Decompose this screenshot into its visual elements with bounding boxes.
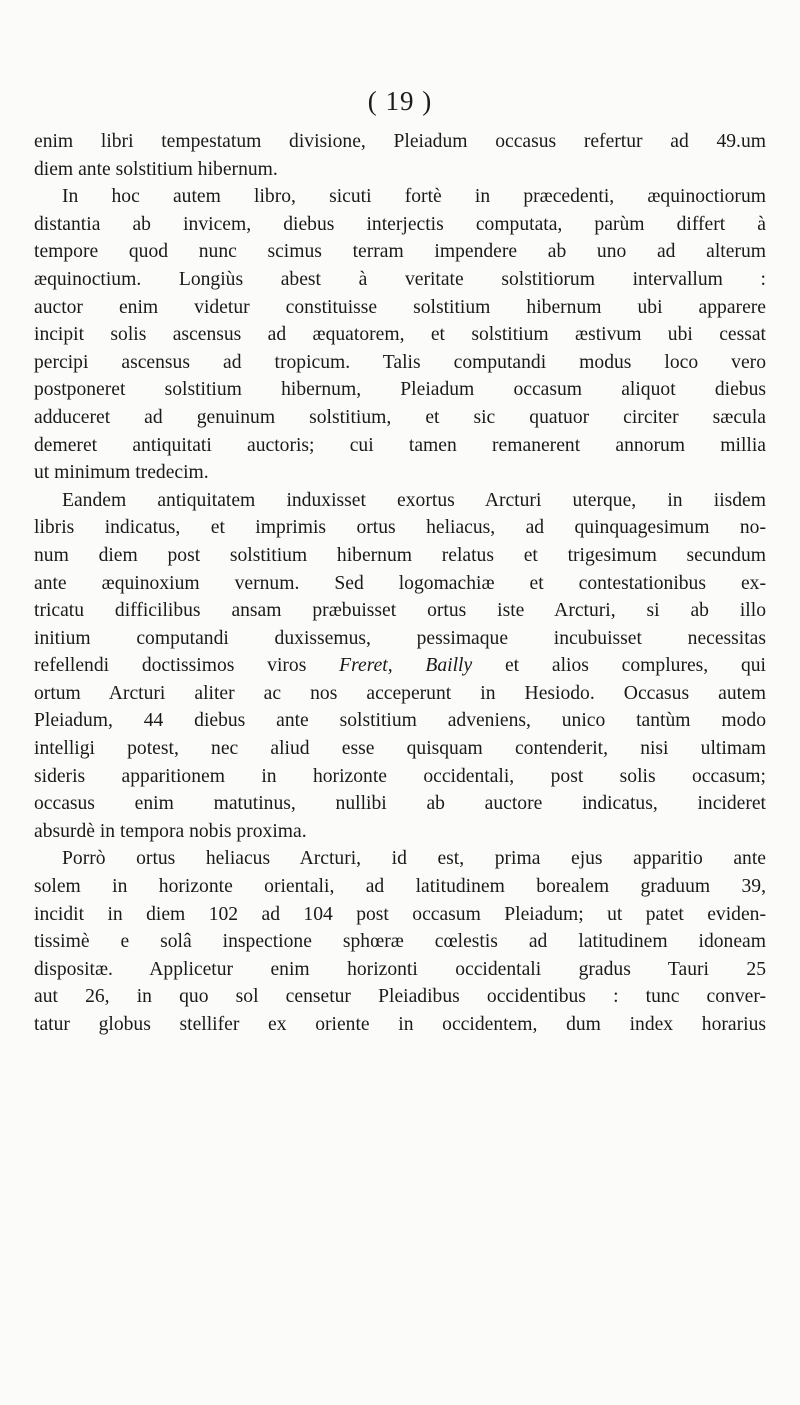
italic-name: Freret, [339,655,393,677]
text-line: num diem post solstitium hibernum relatus et trigesimum secundum [34,544,766,566]
text-line: intelligi potest, nec aliud esse quisquam contenderit, nisi ultimam [34,738,766,760]
text-line: tempore quod nunc scimus terram impendere ab uno ad alterum [34,241,766,263]
text-line: aut 26, in quo sol censetur Pleiadibus occidentibus : tunc conver- [34,986,766,1008]
text-line: ante æquinoxium vernum. Sed logomachiæ et contestationibus ex- [34,572,766,594]
text-line: tatur globus stellifer ex oriente in occidentem, dum index horarius [34,1014,766,1035]
text-line: libris indicatus, et imprimis ortus heliacus, ad quinquagesimum no- [34,517,766,539]
text-line: enim libri tempestatum divisione, Pleiadum occasus refertur ad 49.um [34,131,766,152]
text-line: demeret antiquitati auctoris; cui tamen remanerent annorum millia [34,434,766,456]
text-line: incidit in diem 102 ad 104 post occasum Pleiadum; ut patet eviden- [34,903,766,925]
paragraph-2 [34,183,766,487]
text-line: absurdè in tempora nobis proxima. [34,820,307,842]
text-line: diem ante solstitium hibernum. [34,158,278,180]
text-line: sideris apparitionem in horizonte occidentali, post solis occasum; [34,765,766,787]
text-line: Porrò ortus heliacus Arcturi, id est, prima ejus apparitio ante [62,848,766,870]
text-line: percipi ascensus ad tropicum. Talis computandi modus loco vero [34,351,766,373]
text-line: Eandem antiquitatem induxisset exortus Arcturi uterque, in iisdem [62,489,766,511]
text-line: dispositæ. Applicetur enim horizonti occidentali gradus Tauri 25 [34,958,766,980]
italic-name: Bailly [425,655,473,677]
text-line: postponeret solstitium hibernum, Pleiadum occasum aliquot diebus [34,379,766,401]
text-line: incipit solis ascensus ad æquatorem, et solstitium æstivum ubi cessat [34,324,766,346]
text-line: auctor enim videtur constituisse solstitium hibernum ubi apparere [34,296,766,318]
paragraph-1 [34,128,766,183]
text-line: tissimè e solâ inspectione sphœræ cœlestis ad latitudinem idoneam [34,931,766,953]
text-line: Pleiadum, 44 diebus ante solstitium adveniens, unico tantùm modo [34,710,766,732]
text-line: solem in horizonte orientali, ad latitudinem borealem graduum 39, [34,876,766,898]
text-line: tricatu difficilibus ansam præbuisset ortus iste Arcturi, si ab illo [34,600,766,622]
text-line-with-names: refellendi doctissimos viros Freret, Bailly et alios complures, qui [34,655,767,677]
text-line: æquinoctium. Longiùs abest à veritate solstitiorum intervallum : [34,268,766,290]
text-line: distantia ab invicem, diebus interjectis computata, parùm differt à [34,213,766,235]
text-line: ortum Arcturi aliter ac nos acceperunt in Hesiodo. Occasus autem [34,682,766,704]
paragraph-3 [34,487,766,846]
page-number: ( 19 ) [367,86,433,116]
text-line: In hoc autem libro, sicuti fortè in præcedenti, æquinoctiorum [62,186,766,208]
paragraph-4 [34,845,766,1038]
text-line: ut minimum tredecim. [34,462,209,484]
text-line: adduceret ad genuinum solstitium, et sic quatuor circiter sæcula [34,406,766,428]
body-text [34,128,766,1039]
text-line: occasus enim matutinus, nullibi ab auctore indicatus, incideret [34,793,766,815]
text-line: initium computandi duxissemus, pessimaque incubuisset necessitas [34,627,766,649]
